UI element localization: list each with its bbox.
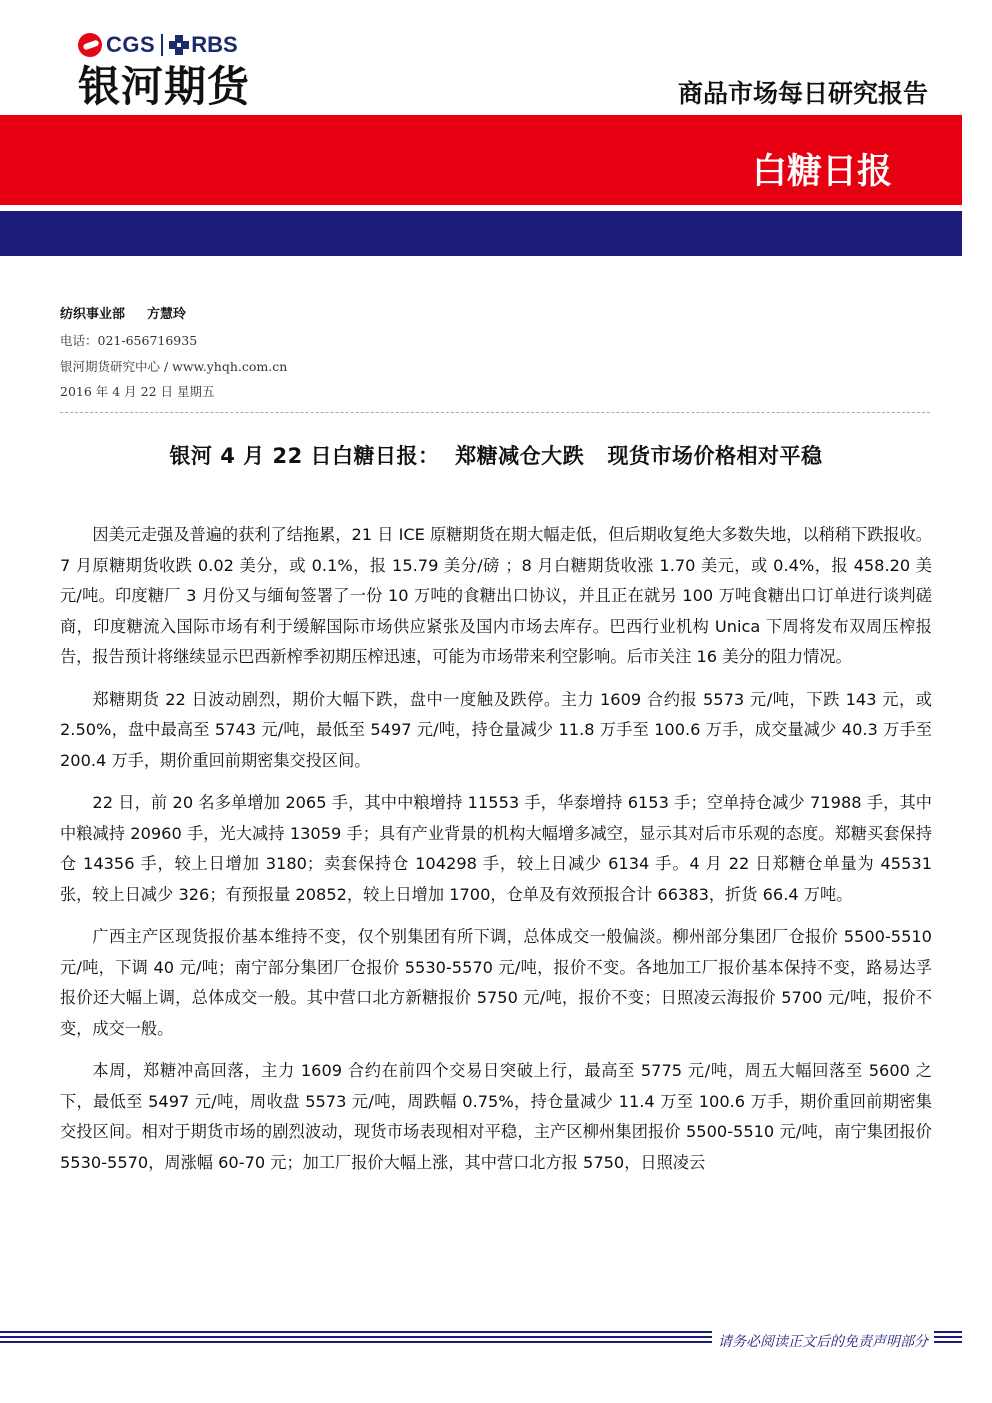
logo-rbs-text: RBS [191,32,238,57]
paragraph: 本周，郑糖冲高回落，主力 1609 合约在前四个交易日突破上行，最高至 5775 元/吨，周五大幅回落至 5600 之下，最低至 5497 元/吨，周收盘 5573 元/吨，周跌幅 0.75%，持仓量减少 11.4 万至 100.6 万手，期价重回前期密集交投区间。相对于期货市场的剧烈波动，现货市场表现相对平稳，主产区柳州集团报价 5500-5510 元/吨，南宁集团报价 5530-5570，周涨幅 60-70 元；加工厂报价大幅上涨，其中营口北方报 5750，日照凌云 [60,1061,932,1172]
meta-divider [60,412,930,413]
logo-cgs-text: CGS [106,32,156,57]
blue-banner [0,211,962,256]
department: 纺织事业部 [60,307,126,322]
report-date: 2016 年 4 月 22 日 星期五 [60,384,215,399]
paragraph: 广西主产区现货报价基本维持不变，仅个别集团有所下调，总体成交一般偏淡。柳州部分集团厂仓报价 5500-5510 元/吨，下调 40 元/吨；南宁部分集团厂仓报价 5530-5570 元/吨，报价不变。各地加工厂报价基本保持不变，路易达孚报价还大幅上调，总体成交一般。其中营口北方新糖报价 5750 元/吨，报价不变；日照凌云海报价 5700 元/吨，报价不变，成交一般。 [60,927,932,1038]
author-name: 方慧玲 [147,307,187,322]
article-body [60,520,932,1190]
paragraph: 因美元走强及普遍的获利了结拖累，21 日 ICE 原糖期货在期大幅走低，但后期收复绝大多数失地，以稍稍下跌报收。7 月原糖期货收跌 0.02 美分，或 0.1%，报 15.79 美分/磅 ；8 月白糖期货收涨 1.70 美元，或 0.4%，报 458.20 美元/吨。印度糖厂 3 月份又与缅甸签署了一份 10 万吨的食糖出口协议，并且正在就另 100 万吨食糖出口订单进行谈判磋商，印度糖流入国际市场有利于缓解国际市场供应紧张及国内市场去库存。巴西行业机构 Unica 下周将发布双周压榨报告，报告预计将继续显示巴西新榨季初期压榨迅速，可能为市场带来利空影响。后市关注 16 美分的阻力情况。 [60,525,932,666]
author-line [60,303,208,322]
paragraph: 22 日，前 20 名多单增加 2065 手，其中中粮增持 11553 手，华泰增持 6153 手；空单持仓减少 71988 手，其中中粮减持 20960 手，光大减持 13059 手；具有产业背景的机构大幅增多减空，显示其对后市乐观的态度。郑糖买套保持仓 14356 手，较上日增加 3180；卖套保持仓 104298 手，较上日减少 6134 手。4 月 22 日郑糖仓单量为 45531 张，较上日减少 326；有预报量 20852，较上日增加 1700，仓单及有效预报合计 66383，折货 66.4 万吨。 [60,793,932,904]
research-center: 银河期货研究中心 / www.yhqh.com.cn [60,359,288,374]
phone: 电话：021-656716935 [60,333,198,348]
logo-chinese-name: 银河期货 [78,62,251,111]
report-title: 白糖日报 [751,152,892,192]
logo-separator [161,34,163,56]
report-type: 商品市场每日研究报告 [677,79,928,108]
cgs-logo-icon [78,33,102,57]
headline: 银河 4 月 22 日白糖日报： 郑糖减仓大跌 现货市场价格相对平稳 [169,444,823,468]
rbs-logo-icon [169,35,189,55]
company-logo [78,30,278,114]
paragraph: 郑糖期货 22 日波动剧烈，期价大幅下跌，盘中一度触及跌停。主力 1609 合约报 5573 元/吨，下跌 143 元，或 2.50%，盘中最高至 5743 元/吨，最低至 5497 元/吨，持仓量减少 11.8 万手至 100.6 万手，成交量减少 40.3 万手至 200.4 万手，期价重回前期密集交投区间。 [60,689,932,770]
disclaimer-note: 请务必阅读正文后的免责声明部分 [712,1331,934,1351]
